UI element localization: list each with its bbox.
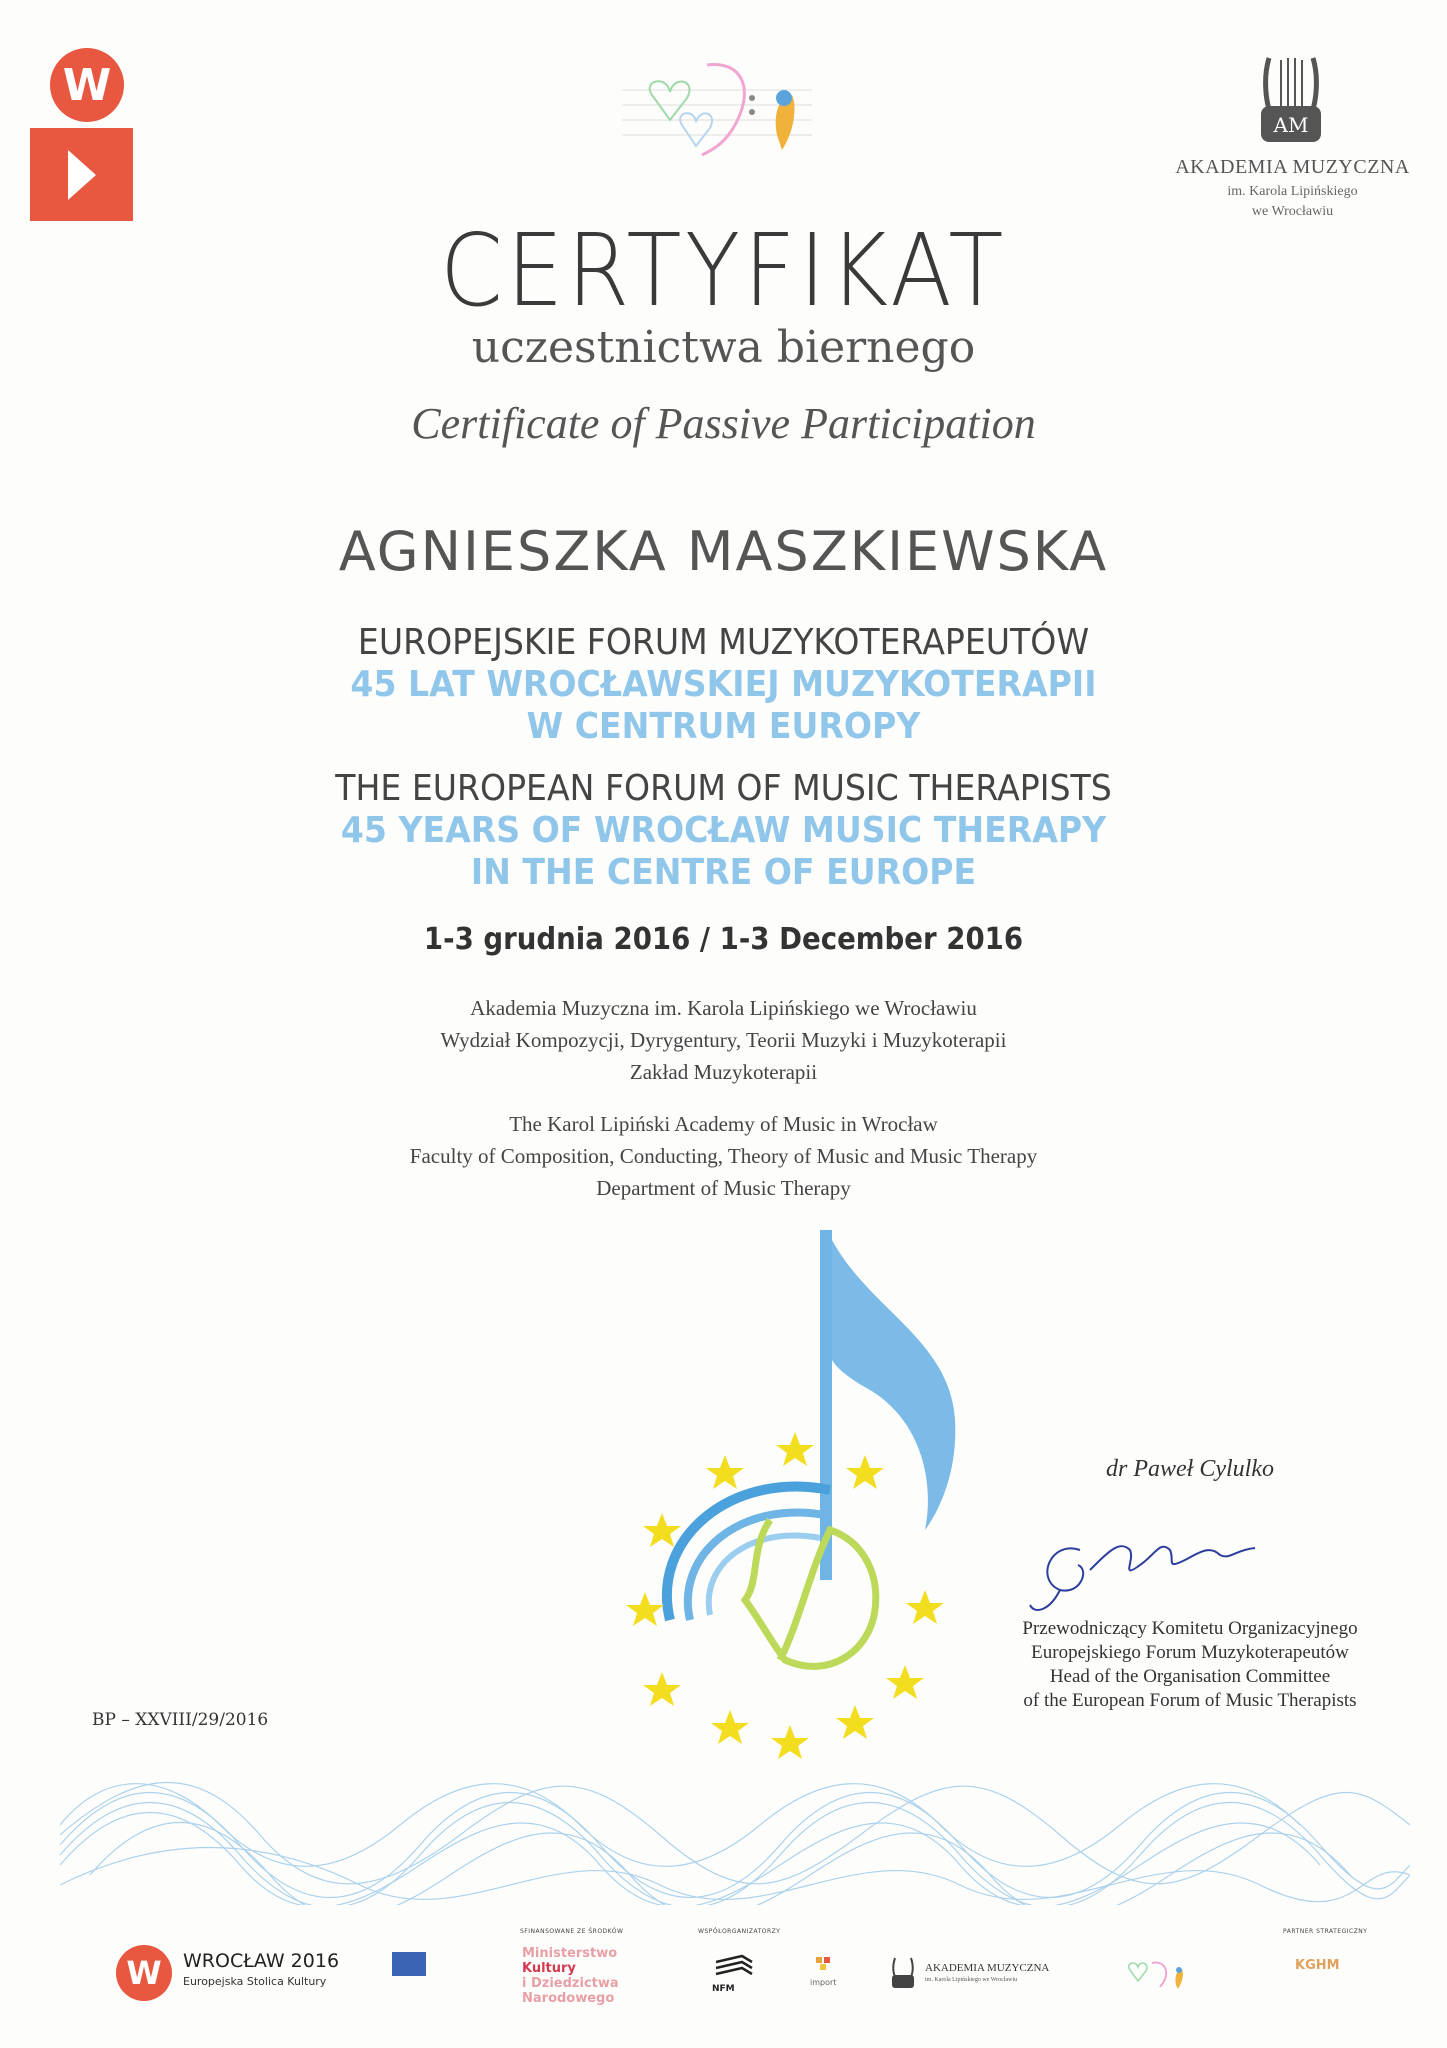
certificate-title: CERTYFIKAT (440, 212, 1007, 329)
signatory-name: dr Paweł Cylulko (1106, 1456, 1274, 1482)
footer-label-coorganizers: WSPÓŁORGANIZATORZY (698, 1928, 781, 1935)
event-title-pl: EUROPEJSKIE FORUM MUZYKOTERAPEUTÓW (357, 622, 1090, 663)
decorative-wave-pattern (60, 1745, 1410, 1905)
svg-text:AM: AM (1273, 113, 1309, 137)
certificate-subtitle-pl: uczestnictwa biernego (471, 322, 976, 373)
footer-academy-lyre-icon (890, 1955, 916, 1989)
signatory-role-line: of the European Forum of Music Therapists (1023, 1690, 1357, 1711)
wroclaw-logo: W (50, 48, 124, 122)
signatory-role-line: Europejskiego Forum Muzykoterapeutów (1031, 1642, 1349, 1663)
play-icon (30, 128, 133, 221)
ministry-line: Narodowego (522, 1991, 615, 2006)
organizer-pl-line: Akademia Muzyczna im. Karola Lipińskiego we Wrocławiu (470, 996, 977, 1020)
hearts-note-motif-icon (612, 50, 822, 170)
import-logo-icon (815, 1955, 831, 1971)
organizer-pl-line: Zakład Muzykoterapii (629, 1060, 818, 1084)
signatory-role-line: Head of the Organisation Committee (1049, 1666, 1331, 1687)
organizer-en-line: Department of Music Therapy (596, 1176, 851, 1200)
footer-academy-subtitle: im. Karola Lipińskiego we Wrocławiu (925, 1977, 1018, 1983)
ministry-line: i Dziedzictwa (522, 1976, 619, 1991)
signatory-role-line: Przewodniczący Komitetu Organizacyjnego (1022, 1618, 1358, 1639)
event-subtitle-pl-1: 45 LAT WROCŁAWSKIEJ MUZYKOTERAPII (350, 664, 1097, 705)
organizer-en-line: Faculty of Composition, Conducting, Theory of Music and Music Therapy (409, 1144, 1038, 1168)
event-title-en: THE EUROPEAN FORUM OF MUSIC THERAPISTS (335, 768, 1112, 809)
footer-label-partner: PARTNER STRATEGICZNY (1283, 1928, 1368, 1935)
event-dates: 1-3 grudnia 2016 / 1-3 December 2016 (423, 922, 1024, 957)
wroclaw-2016-logo: W (116, 1945, 172, 2001)
organizer-en-line: The Karol Lipiński Academy of Music in Wrocław (509, 1112, 938, 1136)
organizer-pl-line: Wydział Kompozycji, Dyrygentury, Teorii Muzyki i Muzykoterapii (440, 1028, 1007, 1052)
academy-subtitle-2: we Wrocławiu (1251, 204, 1334, 219)
event-subtitle-pl-2: W CENTRUM EUROPY (526, 706, 921, 747)
footer-city-title: WROCŁAW 2016 (183, 1950, 340, 1972)
ministry-logo (522, 1946, 619, 2006)
academy-lyre-icon (1255, 48, 1327, 144)
ministry-line: Kultury (522, 1961, 576, 1976)
footer-academy-name: AKADEMIA MUZYCZNA (925, 1962, 1050, 1974)
footer-city-subtitle: Europejska Stolica Kultury (183, 1975, 327, 1988)
recipient-name: AGNIESZKA MASZKIEWSKA (338, 520, 1109, 583)
import-label: import (810, 1978, 837, 1987)
academy-name: AKADEMIA MUZYCZNA (1175, 156, 1410, 178)
certificate-subtitle-en: Certificate of Passive Participation (411, 399, 1036, 448)
forum-emblem-icon (570, 1220, 990, 1760)
event-subtitle-en-2: IN THE CENTRE OF EUROPE (470, 852, 977, 893)
handwritten-signature (1020, 1510, 1270, 1620)
footer-hearts-motif-icon (1120, 1955, 1190, 1995)
event-subtitle-en-1: 45 YEARS OF WROCŁAW MUSIC THERAPY (340, 810, 1107, 851)
nfm-label: NFM (712, 1984, 735, 1994)
eu-flag-icon (392, 1952, 426, 1976)
footer-label-funding: SFINANSOWANE ZE ŚRODKÓW (520, 1928, 624, 1935)
ministry-line: Ministerstwo (522, 1946, 618, 1961)
kghm-logo: KGHM (1295, 1958, 1340, 1973)
reference-number: BP – XXVIII/29/2016 (92, 1710, 269, 1730)
academy-subtitle-1: im. Karola Lipińskiego (1227, 184, 1358, 199)
